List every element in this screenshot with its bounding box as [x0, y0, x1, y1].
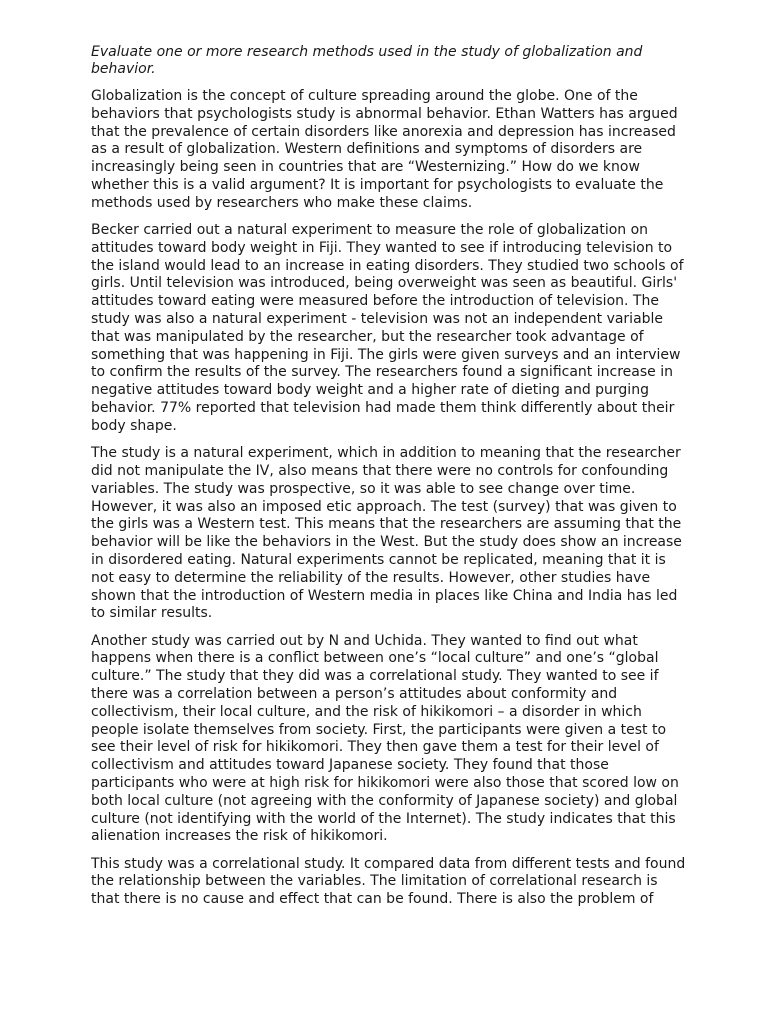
paragraph-intro: Globalization is the concept of culture spreading around the globe. One of the behaviors that psychologists study is abnormal behavior. Ethan Watters has argued that the prevalence of certain disorders like anorexia and depression has increased as a result of globalization. Western definitions and symptoms of disorders are increasingly being seen in countries that are “Westernizing.” How do we know whether this is a valid argument? It is important for psychologists to evaluate the methods used by researchers who make these claims.: [91, 88, 678, 211]
paragraph-hikikomori-study: Another study was carried out by N and Uchida. They wanted to find out what happens when there is a conflict between one’s “local culture” and one’s “global culture.” The study that they did was a correlational study. They wanted to see if there was a correlation between a person’s attitudes about conformity and collectivism, their local culture, and the risk of hikikomori – a disorder in which people isolate themselves from society. First, the participants were given a test to see their level of risk for hikikomori. They then gave them a test for their level of collectivism and attitudes toward Japanese society. They found that those participants who were at high risk for hikikomori were also those that scored low on both local culture (not agreeing with the conformity of Japanese society) and global culture (not identifying with the world of the Internet). The study indicates that this alienation increases the risk of hikikomori.: [91, 632, 679, 845]
paragraph-becker-evaluation: The study is a natural experiment, which in addition to meaning that the researcher did not manipulate the IV, also means that there were no controls for confounding variables. The study was prospective, so it was able to see change over time. However, it was also an imposed etic approach. The test (survey) that was given to the girls was a Western test. This means that the researchers are assuming that the behavior will be like the behaviors in the West. But the study does show an increase in disordered eating. Natural experiments cannot be replicated, meaning that it is not easy to determine the reliability of the results. However, other studies have shown that the introduction of Western media in places like China and India has led to similar results.: [91, 445, 682, 622]
essay-prompt: Evaluate one or more research methods used in the study of globalization and behavior.: [91, 44, 643, 77]
document-page: [91, 44, 687, 919]
paragraph-becker-study: Becker carried out a natural experiment to measure the role of globalization on attitudes toward body weight in Fiji. They wanted to see if introducing television to the island would lead to an increase in eating disorders. They studied two schools of girls. Until television was introduced, being overweight was seen as beautiful. Girls' attitudes toward eating were measured before the introduction of television. The study was also a natural experiment - television was not an independent variable that was manipulated by the researcher, but the researcher took advantage of something that was happening in Fiji. The girls were given surveys and an interview to confirm the results of the survey. The researchers found a significant increase in negative attitudes toward body weight and a higher rate of dieting and purging behavior. 77% reported that television had made them think differently about their body shape.: [91, 222, 684, 434]
paragraph-correlational-evaluation: This study was a correlational study. It compared data from different tests and found the relationship between the variables. The limitation of correlational research is that there is no cause and effect that can be found. There is also the problem of: [91, 855, 686, 908]
